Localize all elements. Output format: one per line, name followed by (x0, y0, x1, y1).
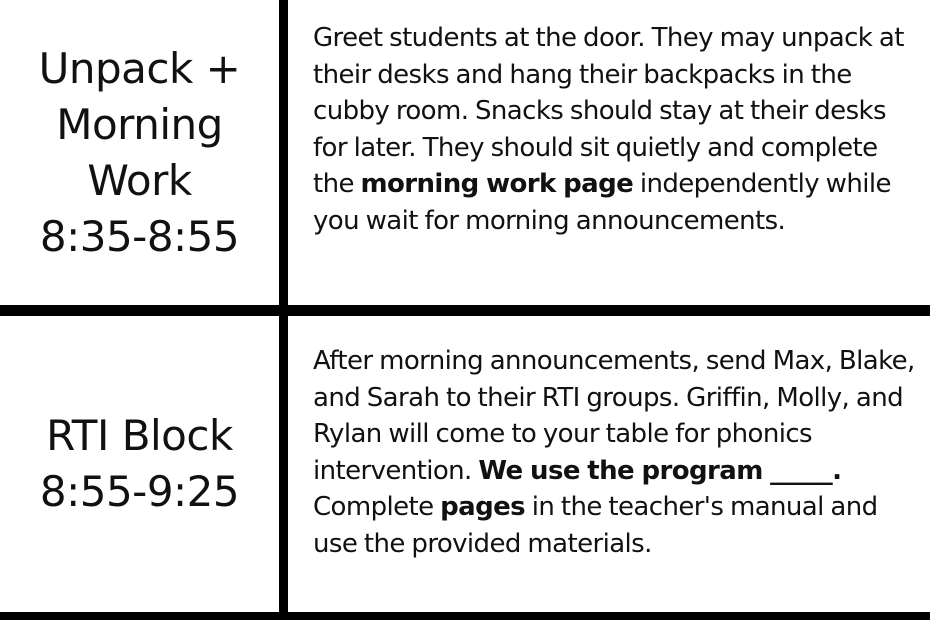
block-time: 8:35-8:55 (39, 211, 240, 261)
block-title-line: Unpack + (38, 43, 241, 93)
block-description-rti (313, 343, 918, 562)
block-title-line: Morning (56, 99, 223, 149)
description-segment: After morning announcements, send Max, Blake, and Sarah to their RTI groups. Griffin, Molly, and Rylan will come to your table for phonics intervention. (313, 346, 915, 486)
block-title-line: Work (87, 155, 192, 205)
block-title (39, 41, 241, 265)
description-segment: Greet students at the door. They may unpack at their desks and hang their backpacks in the cubby room. Snacks should stay at their desks for later. They should sit quietly and complete the (313, 23, 904, 199)
block-time: 8:55-9:25 (39, 467, 240, 516)
description-segment: in the teacher's manual and use the provided materials. (313, 492, 878, 559)
row-divider (0, 305, 930, 316)
description-text (313, 343, 918, 562)
block-label-rti (0, 316, 279, 612)
description-segment: independently while you wait for morning announcements. (313, 169, 891, 236)
block-label-unpack (0, 0, 279, 305)
description-text (313, 20, 918, 239)
description-bold-segment: We use the program _____. (478, 455, 842, 486)
block-title-line: RTI Block (46, 411, 233, 460)
description-bold-segment: morning work page (360, 169, 634, 199)
bottom-border (0, 612, 930, 620)
block-description-unpack (313, 20, 918, 239)
block-title (40, 408, 239, 520)
description-bold-segment: pages (440, 492, 526, 522)
description-segment: Complete (313, 492, 441, 522)
